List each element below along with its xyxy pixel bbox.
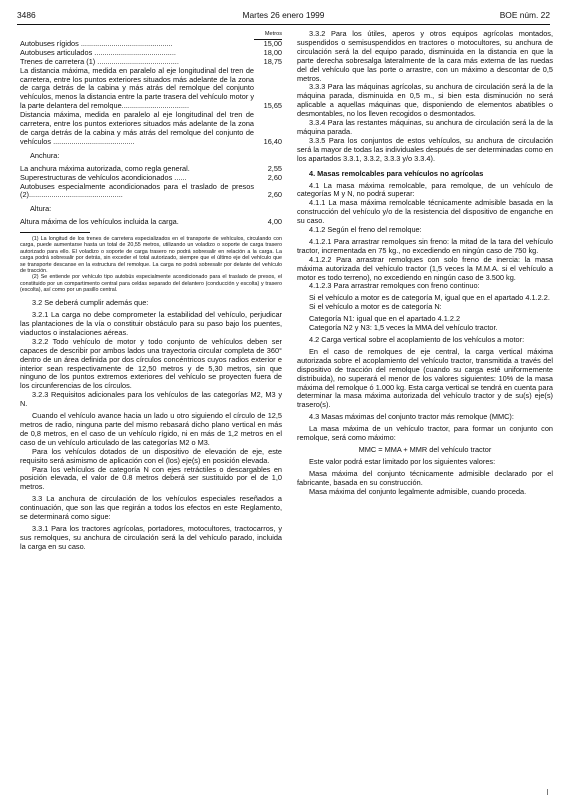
paragraph-4-3: 4.3 Masas máximas del conjunto tractor más remolque (MMC): [309, 412, 514, 422]
row-value: 2,55 [267, 163, 282, 173]
paragraph-4-2-detail: En el caso de remolques de eje central, la carga vertical máxima autorizada sobre el acoplamiento del vehículo tractor, transmitida a través del dispositivo de tracción del remolque (cuando su carga esté uniformemente distribuida), no superará el menor de los valores siguientes: 10% de la masa máxima del remolque ó 1.000 kg. Esta carga vertical se tendrá en cuenta para determinar la masa máxima autorizada del vehículo tractor y de su(s) eje(s) trasero(s). [297, 346, 553, 410]
publication-date: Martes 26 enero 1999 [242, 10, 325, 20]
paragraph: Para los vehículos dotados de un dispositivo de elevación de eje, este requisito será asimismo de aplicación con el (los) eje(s) en posición elevada. [20, 446, 282, 465]
paragraph: Cuando el vehículo avance hacia un lado u otro siguiendo el círculo de 12,5 metros de radio, ninguna parte del mismo rebasará dicho plano vertical en más de 0,8 metros, en el caso de un vehículo rígido, ni en más de 1,2 metros en el caso de un vehículo articulado de las categorías M2 o M3. [20, 411, 282, 447]
footnote: (1) La longitud de los trenes de carretera especializados en el transporte de vehículos, circulando con carga, puede aumentarse hasta un total de 20,55 metros, utilizando un voladizo o soporte de carga trasero autorizado para ello. El voladizo o soporte de carga trasero no podrá sobresalir en relación a la carga. La carga podrá sobresalir por detrás, sin exceder el total autorizado, siempre que el último eje del vehículo que se transporte descanse en la estructura del remolque. La carga no podrá sobresalir por delante del vehículo de tracción. [20, 236, 282, 274]
paragraph-4-1-2-3: 4.1.2.3 Para arrastrar remolques con freno continuo: [309, 281, 480, 291]
paragraph-4-1-2-2: 4.1.2.2 Para arrastrar remolques con solo freno de inercia: la masa máxima autorizada del vehículo tractor (1,5 veces la M.M.A. si el vehículo a motor es todo terreno), no excediendo en ningún caso de 3.500 kg. [297, 254, 553, 282]
paragraph-3-3-3: 3.3.3 Para las máquinas agrícolas, su anchura de circulación será la de la máquina parada, disminuida en 0,5 m., si bien esta disminución no será aplicable a aquellas máquinas que, disponiendo de elementos abatibles o desmontables, no los lleven recogidos o desmontados. [297, 82, 553, 119]
row-label: La distancia máxima, medida en paralelo al eje longitudinal del tren de carretera, entre los puntos exteriores situados más adelante de la zona de carga detrás de la cabina y más atrás del remolque del conjunto vehículos, menos la distancia entre la parte trasera del vehículo motor y la parte delantera del remolque................................. [20, 65, 254, 111]
paragraph: 3.3.1 Para los tractores agrícolas, portadores, motocultores, tractocarros, y sus remolques, su anchura de circulación será la del vehículo parado, incluida la carga en su caso. [20, 523, 282, 551]
paragraph-category-n2-n3: Categoría N2 y N3: 1,5 veces la MMA del vehículo tractor. [309, 323, 498, 333]
paragraph: 3.3 La anchura de circulación de los vehículos especiales reseñados a continuación, que son las que regirán a todos los efectos en este Reglamento, se determinará como sigue: [20, 494, 282, 522]
paragraph: 3.2.3 Requisitos adicionales para los vehículos de las categorías M2, M3 y N. [20, 390, 282, 409]
row-value: 4,00 [267, 217, 282, 227]
paragraph-4-3-legal: Masa máxima del conjunto legalmente admisible, cuando proceda. [309, 486, 527, 496]
paragraph-3-3-5: 3.3.5 Para los conjuntos de estos vehículos, su anchura de circulación será la mayor de todas las individuales después de ser determinadas como en los apartados 3.3.1, 3.3.2, 3.3.3 y/o 3.3.4). [297, 135, 553, 163]
row-value: 18,75 [263, 56, 282, 66]
table-row [20, 111, 282, 147]
page-header [17, 8, 550, 22]
row-value: 16,40 [263, 136, 282, 146]
paragraph-4-1: 4.1 La masa máxima remolcable, para remolque, de un vehículo de categorías M y N, no podrá superar: [297, 180, 553, 199]
paragraph-3-3-4: 3.3.4 Para las restantes máquinas, su anchura de circulación será la de la máquina parada. [297, 118, 553, 136]
paragraph: 3.2.2 Todo vehículo de motor y todo conjunto de vehículos deben ser capaces de describir por ambos lados una trayectoria circular completa de 360° dentro de un área definida por dos círculos concéntricos cuyos radios exterior e interior sean respectivamente de 12,50 metros y de 5,30 metros, sin que ninguno de los puntos extremos exteriores del vehículo se proyecten fuera de los circunferencias de los círculos. [20, 336, 282, 391]
paragraph: 3.2.1 La carga no debe comprometer la estabilidad del vehículo, perjudicar las plantaciones de la vía o constituir obstáculo para su paso bajo los puentes, viaductos o instalaciones aéreas. [20, 310, 282, 337]
table-row [20, 183, 282, 201]
table-row [20, 218, 282, 227]
dimensions-table [20, 30, 282, 227]
paragraph: Para los vehículos de categoría N con ejes retráctiles o descargables en posición elevada, el valor de 0.8 metros deberá ser sustituido por el de 1,0 metros. [20, 464, 282, 492]
section-heading-4: 4. Masas remolcables para vehículos no agrícolas [309, 168, 484, 178]
paragraph: 3.2 Se deberá cumplir además que: [32, 298, 149, 308]
height-heading: Altura: [30, 204, 52, 214]
mmc-formula: MMC = MMA + MMR del vehículo tractor [358, 444, 492, 454]
paragraph-4-2: 4.2 Carga vertical sobre el acoplamiento de los vehículos a motor: [309, 335, 525, 344]
row-value: 15,65 [263, 101, 282, 111]
row-label: Autobuses articulados ........................................ [20, 47, 176, 57]
paragraph-category-n: Si el vehículo a motor es de categoría N: [309, 302, 442, 312]
row-value: 2,60 [267, 172, 282, 182]
row-label: La anchura máxima autorizada, como regla general. [20, 163, 190, 173]
page-number: 3486 [17, 10, 36, 20]
paragraph-4-3-intro: La masa máxima de un vehículo tractor, para formar un conjunto con remolque, será como máximo: [297, 424, 553, 443]
row-value: 2,60 [267, 190, 282, 200]
table-row [20, 67, 282, 112]
footnotes [20, 236, 282, 293]
paragraph-4-3-manufacturer: Masa máxima del conjunto técnicamente admisible declarado por el fabricante, basada en su construcción. [297, 468, 553, 487]
row-value: 15,00 [263, 38, 282, 48]
page-edge-mark [547, 789, 551, 795]
footnote: (2) Se entiende por vehículo tipo autobús especialmente acondicionado para el traslado de presos, el constituido por un compartimento central para celdas separado del delantero (conducción y escolta) y trasero (escolta), así como por un pasillo central. [20, 274, 282, 293]
unit-header: Metros [264, 31, 282, 37]
paragraph-4-1-1: 4.1.1 La masa máxima remolcable técnicamente admisible basada en la construcción del vehículo y/o de la resistencia del dispositivo de enganche en su caso. [297, 198, 553, 226]
row-label: Altura máxima de los vehículos incluida la carga. [20, 217, 179, 227]
row-label: Superestructuras de vehículos acondicionados ...... [20, 172, 187, 182]
paragraph-3-3-2: 3.3.2 Para los útiles, aperos y otros equipos agrícolas montados, suspendidos o semisuspendidos en tractores o motocultores, su anchura de circulación será la del equipo parado, disminuida en la distancia en que la parte derecha sobresalga lateralmente de la cara más externa de las ruedas del del vehículo que las porte o arrastre, con un máximo a descontar de 0,5 metros. [297, 29, 553, 83]
width-heading: Anchura: [30, 150, 60, 160]
paragraph-4-1-2: 4.1.2 Según el freno del remolque: [309, 225, 422, 235]
paragraph-category-n1: Categoría N1: igual que en el apartado 4.1.2.2 [309, 314, 461, 324]
bulletin-number: BOE núm. 22 [499, 10, 550, 20]
paragraph-4-3-limits: Este valor podrá estar limitado por los siguientes valores: [309, 456, 496, 466]
right-column [297, 30, 553, 497]
row-label: Distancia máxima, medida en paralelo al eje longitudinal del tren de carretera, entre los puntos exteriores situados más adelante de la zona de carga detrás de la cabina y más atrás del remolque del conjunto de vehículos ........................................ [20, 110, 254, 146]
header-rule [17, 24, 550, 25]
row-label: Trenes de carretera (1) ........................................ [20, 56, 179, 66]
paragraph-4-1-2-1: 4.1.2.1 Para arrastrar remolques sin freno: la mitad de la tara del vehículo tractor, incrementada en 75 kg., no excediendo en ningún caso de 750 kg. [297, 236, 553, 255]
row-value: 18,00 [263, 47, 282, 57]
left-column [20, 30, 282, 552]
row-label: Autobuses especialmente acondicionados para el traslado de presos (2).............................................. [20, 181, 254, 200]
footnote-rule [20, 232, 90, 233]
paragraph-category-m: Si el vehículo a motor es de categoría M, igual que en el apartado 4.1.2.2. [309, 293, 550, 303]
row-label: Autobuses rígidos ............................................. [20, 38, 173, 48]
